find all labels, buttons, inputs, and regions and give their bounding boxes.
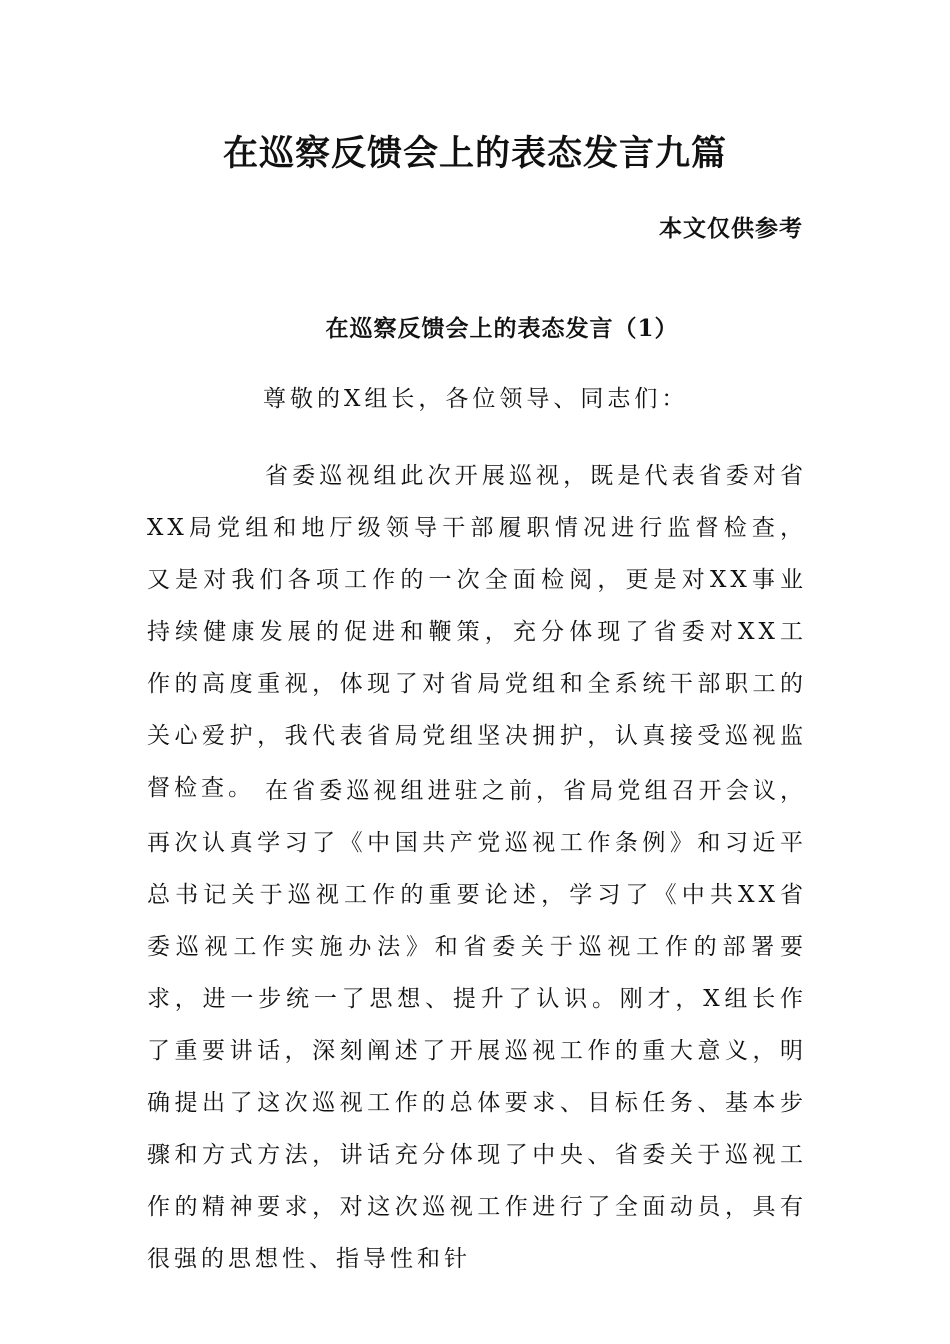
- section-heading: 在巡察反馈会上的表态发言（1）: [325, 315, 679, 342]
- document-title: 在巡察反馈会上的表态发言九篇: [222, 134, 727, 174]
- body-paragraph: 省委巡视组此次开展巡视，既是代表省委对省XX局党组和地厅级领导干部履职情况进行监督检查，又是对我们各项工作的一次全面检阅，更是对XX事业持续健康发展的促进和鞭策，充分体现了省委对XX工作的高度重视，体现了对省局党组和全系统干部职工的关心爱护，我代表省局党组坚决拥护，认真接受巡视监督检查。: [147, 463, 807, 801]
- reference-note: 本文仅供参考: [659, 215, 803, 242]
- body-paragraph: 在省委巡视组进驻之前，省局党组召开会议，再次认真学习了《中国共产党巡视工作条例》和习近平总书记关于巡视工作的重要论述，学习了《中共XX省委巡视工作实施办法》和省委关于巡视工作的部署要求，进一步统一了思想、提升了认识。刚才，X组长作了重要讲话，深刻阐述了开展巡视工作的重大意义，明确提出了这次巡视工作的总体要求、目标任务、基本步骤和方式方法，讲话充分体现了中央、省委关于巡视工作的精神要求，对这次巡视工作进行了全面动员，具有很强的思想性、指导性和针: [147, 778, 807, 1272]
- salutation: 尊敬的X组长，各位领导、同志们：: [263, 386, 689, 412]
